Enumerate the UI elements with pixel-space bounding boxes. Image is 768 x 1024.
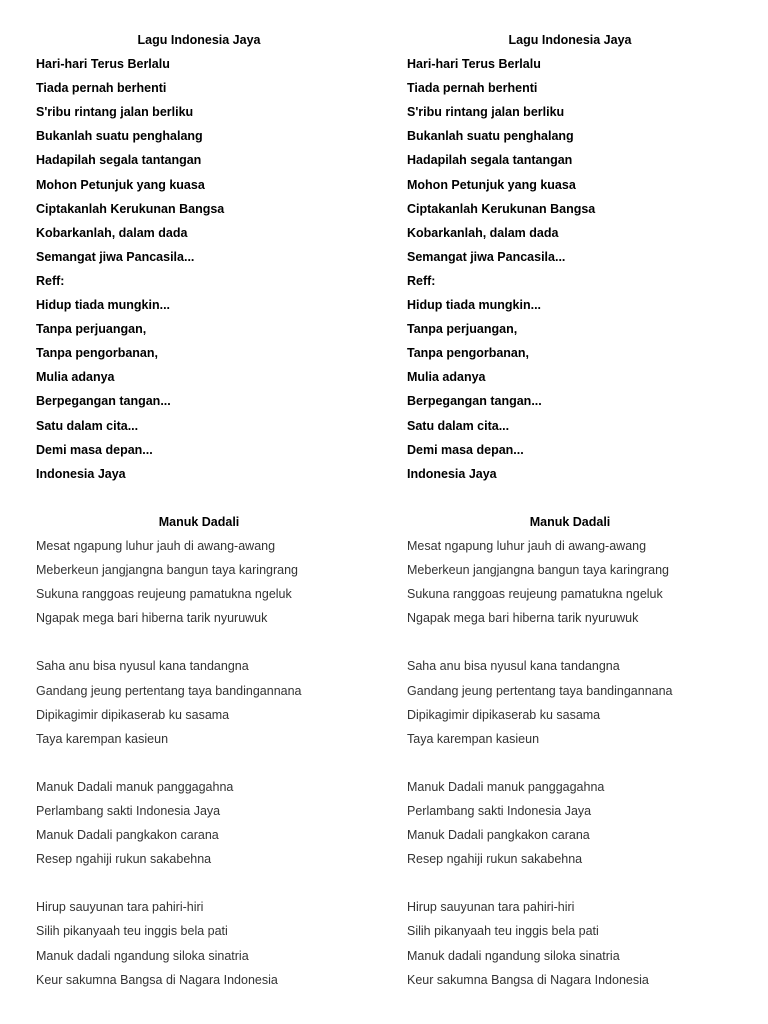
stanza [36,534,376,630]
lyric-line: Resep ngahiji rukun sakabehna [36,852,212,867]
stanza-spacer [407,751,747,775]
song-separator [36,486,376,510]
stanza-spacer [36,751,376,775]
stanza-spacer [36,871,376,895]
lyric-line: Manuk Dadali pangkakon carana [407,828,590,843]
lyric-line: Hirup sauyunan tara pahiri-hiri [36,900,204,915]
lyric-line: Indonesia Jaya [36,466,126,481]
lyric-line: Saha anu bisa nyusul kana tandangna [407,659,620,674]
lyric-line: Mulia adanya [407,370,486,385]
lyric-line: Reff: [407,273,436,288]
lyric-line: Hadapilah segala tantangan [407,153,573,168]
lyric-line: Kobarkanlah, dalam dada [36,225,188,240]
lyric-line: Dipikagimir dipikaserab ku sasama [36,707,230,722]
lyric-line: Kobarkanlah, dalam dada [407,225,559,240]
stanza [36,895,376,991]
right-column [407,28,747,992]
stanza [407,895,747,991]
lyric-line: Berpegangan tangan... [36,394,171,409]
song-indonesia-jaya [36,28,376,486]
lyric-line: Berpegangan tangan... [407,394,542,409]
song-separator [407,486,747,510]
lyric-line: Dipikagimir dipikaserab ku sasama [407,707,601,722]
lyric-line: Demi masa depan... [36,442,153,457]
lyric-line: Hirup sauyunan tara pahiri-hiri [407,900,575,915]
song-title: Manuk Dadali [529,514,611,529]
lyric-line: Perlambang sakti Indonesia Jaya [407,804,592,818]
left-column [36,28,376,992]
lyric-line: Ciptakanlah Kerukunan Bangsa [36,201,225,216]
lyric-line: Semangat jiwa Pancasila... [407,249,566,264]
lyric-line: S'ribu rintang jalan berliku [36,105,194,120]
lyric-line: Bukanlah suatu penghalang [407,129,574,144]
lyric-line: Keur sakumna Bangsa di Nagara Indonesia [36,972,278,987]
lyric-line: Manuk dadali ngandung siloka sinatria [36,948,249,963]
lyric-line: Tanpa pengorbanan, [36,346,158,361]
lyric-line: S'ribu rintang jalan berliku [407,105,565,120]
song-manuk-dadali [36,510,376,992]
lyric-line: Tiada pernah berhenti [407,81,538,96]
lyric-line: Tiada pernah berhenti [36,81,167,96]
song-title: Lagu Indonesia Jaya [137,33,261,47]
lyric-line: Satu dalam cita... [407,418,510,433]
song-indonesia-jaya [407,28,747,486]
lyric-line: Mulia adanya [36,370,115,385]
lyric-line: Sukuna ranggoas reujeung pamatukna ngeluk [36,587,292,602]
stanza [36,654,376,750]
lyric-line: Mesat ngapung luhur jauh di awang-awang [407,538,647,553]
lyric-line: Resep ngahiji rukun sakabehna [407,852,583,867]
stanza [407,775,747,871]
lyric-line: Gandang jeung pertentang taya bandingannana [36,683,302,698]
lyric-line: Manuk Dadali manuk panggagahna [36,779,234,794]
lyric-line: Mohon Petunjuk yang kuasa [36,177,205,192]
lyric-line: Ngapak mega bari hiberna tarik nyuruwuk [407,611,639,626]
lyric-line: Semangat jiwa Pancasila... [36,249,195,264]
lyric-line: Ciptakanlah Kerukunan Bangsa [407,201,596,216]
stanza [407,654,747,750]
lyric-line: Sukuna ranggoas reujeung pamatukna ngeluk [407,587,663,602]
song-manuk-dadali [407,510,747,992]
lyric-line: Manuk dadali ngandung siloka sinatria [407,948,620,963]
song-title: Lagu Indonesia Jaya [508,33,632,47]
lyric-line: Ngapak mega bari hiberna tarik nyuruwuk [36,611,268,626]
lyric-line: Hari-hari Terus Berlalu [407,57,541,72]
stanza-spacer [36,630,376,654]
lyric-line: Hidup tiada mungkin... [407,298,542,313]
lyric-line: Saha anu bisa nyusul kana tandangna [36,659,249,674]
lyric-line: Meberkeun jangjangna bangun taya karingrang [36,563,298,578]
stanza-spacer [407,871,747,895]
lyric-line: Manuk Dadali pangkakon carana [36,828,219,843]
lyric-line: Gandang jeung pertentang taya bandingannana [407,683,673,698]
stanza-spacer [407,630,747,654]
lyric-line: Manuk Dadali manuk panggagahna [407,779,605,794]
lyric-line: Tanpa perjuangan, [36,322,147,337]
song-title: Manuk Dadali [158,514,240,529]
lyric-line: Indonesia Jaya [407,466,497,481]
lyric-line: Reff: [36,273,65,288]
lyric-line: Mesat ngapung luhur jauh di awang-awang [36,538,276,553]
lyric-line: Perlambang sakti Indonesia Jaya [36,804,221,818]
lyric-line: Meberkeun jangjangna bangun taya karingrang [407,563,669,578]
lyric-line: Keur sakumna Bangsa di Nagara Indonesia [407,972,649,987]
lyric-line: Taya karempan kasieun [407,731,540,746]
lyric-line: Hari-hari Terus Berlalu [36,57,170,72]
lyric-line: Taya karempan kasieun [36,731,169,746]
lyric-line: Hidup tiada mungkin... [36,298,171,313]
lyric-line: Tanpa pengorbanan, [407,346,529,361]
lyric-line: Tanpa perjuangan, [407,322,518,337]
lyric-line: Satu dalam cita... [36,418,139,433]
lyric-line: Hadapilah segala tantangan [36,153,202,168]
lyric-line: Demi masa depan... [407,442,524,457]
stanza [407,534,747,630]
lyric-line: Silih pikanyaah teu inggis bela pati [407,924,599,939]
lyric-line: Silih pikanyaah teu inggis bela pati [36,924,228,939]
lyric-line: Mohon Petunjuk yang kuasa [407,177,576,192]
lyric-line: Bukanlah suatu penghalang [36,129,203,144]
stanza [36,775,376,871]
